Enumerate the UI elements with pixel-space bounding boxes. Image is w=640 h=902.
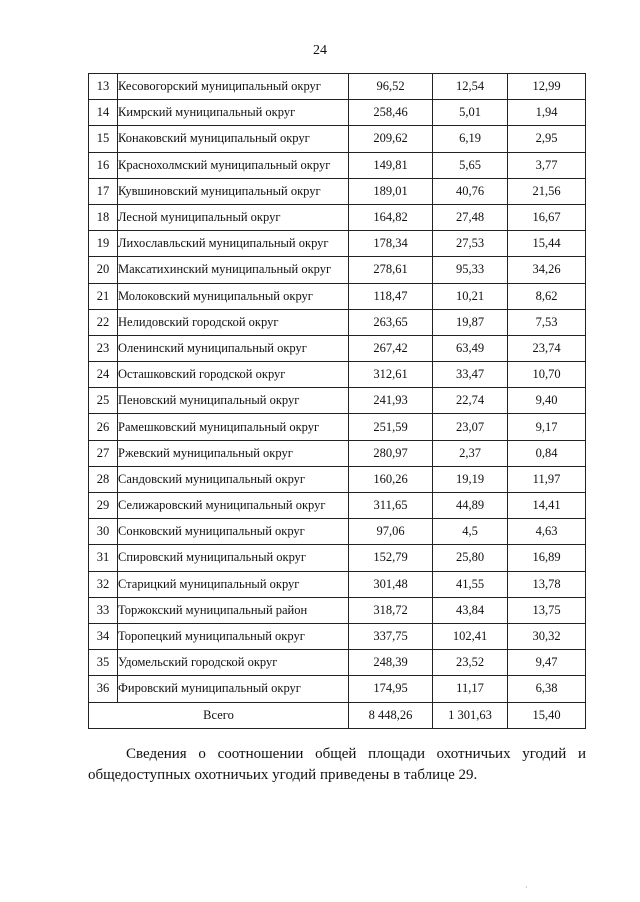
district-name: Максатихинский муниципальный округ (118, 257, 349, 283)
share-value: 21,56 (508, 178, 586, 204)
row-number: 36 (89, 676, 118, 702)
row-number: 27 (89, 440, 118, 466)
share-value: 15,44 (508, 231, 586, 257)
table-row (89, 650, 586, 676)
district-name: Молоковский муниципальный округ (118, 283, 349, 309)
district-name: Лихославльский муниципальный округ (118, 231, 349, 257)
share-value: 8,62 (508, 283, 586, 309)
hunting-grounds-table (88, 73, 586, 729)
district-name: Торопецкий муниципальный округ (118, 623, 349, 649)
row-number: 15 (89, 126, 118, 152)
table-row (89, 283, 586, 309)
total-area-value: 97,06 (349, 519, 433, 545)
public-area-value: 10,21 (433, 283, 508, 309)
total-public-area: 1 301,63 (433, 702, 508, 728)
row-number: 24 (89, 362, 118, 388)
share-value: 12,99 (508, 74, 586, 100)
table-row (89, 231, 586, 257)
district-name: Нелидовский городской округ (118, 309, 349, 335)
total-area-value: 263,65 (349, 309, 433, 335)
public-area-value: 5,65 (433, 152, 508, 178)
row-number: 16 (89, 152, 118, 178)
table-row (89, 204, 586, 230)
public-area-value: 41,55 (433, 571, 508, 597)
table-row (89, 100, 586, 126)
public-area-value: 6,19 (433, 126, 508, 152)
share-value: 16,89 (508, 545, 586, 571)
district-name: Кимрский муниципальный округ (118, 100, 349, 126)
district-name: Осташковский городской округ (118, 362, 349, 388)
table-row (89, 466, 586, 492)
table-row (89, 493, 586, 519)
row-number: 31 (89, 545, 118, 571)
public-area-value: 4,5 (433, 519, 508, 545)
total-area-value: 96,52 (349, 74, 433, 100)
row-number: 35 (89, 650, 118, 676)
table-row (89, 152, 586, 178)
district-name: Лесной муниципальный округ (118, 204, 349, 230)
table-row (89, 126, 586, 152)
table-row (89, 335, 586, 361)
row-number: 25 (89, 388, 118, 414)
share-value: 30,32 (508, 623, 586, 649)
footer-paragraph-text: Сведения о соотношении общей площади охотничьих угодий и общедоступных охотничьих угодий приведены в таблице 29. (88, 746, 586, 783)
public-area-value: 102,41 (433, 623, 508, 649)
footer-paragraph (88, 744, 586, 786)
share-value: 13,78 (508, 571, 586, 597)
total-row (89, 702, 586, 728)
public-area-value: 27,48 (433, 204, 508, 230)
share-value: 10,70 (508, 362, 586, 388)
public-area-value: 12,54 (433, 74, 508, 100)
table-row (89, 519, 586, 545)
share-value: 3,77 (508, 152, 586, 178)
share-value: 13,75 (508, 597, 586, 623)
row-number: 17 (89, 178, 118, 204)
public-area-value: 33,47 (433, 362, 508, 388)
district-name: Конаковский муниципальный округ (118, 126, 349, 152)
row-number: 18 (89, 204, 118, 230)
share-value: 9,40 (508, 388, 586, 414)
share-value: 23,74 (508, 335, 586, 361)
district-name: Краснохолмский муниципальный округ (118, 152, 349, 178)
public-area-value: 11,17 (433, 676, 508, 702)
total-area-value: 251,59 (349, 414, 433, 440)
table-row (89, 597, 586, 623)
public-area-value: 23,52 (433, 650, 508, 676)
share-value: 14,41 (508, 493, 586, 519)
total-area-value: 278,61 (349, 257, 433, 283)
share-value: 11,97 (508, 466, 586, 492)
total-area-value: 178,34 (349, 231, 433, 257)
public-area-value: 95,33 (433, 257, 508, 283)
row-number: 21 (89, 283, 118, 309)
table-row (89, 388, 586, 414)
table-row (89, 440, 586, 466)
table-row (89, 257, 586, 283)
row-number: 19 (89, 231, 118, 257)
total-area-value: 337,75 (349, 623, 433, 649)
total-area-value: 267,42 (349, 335, 433, 361)
total-area-value: 160,26 (349, 466, 433, 492)
row-number: 26 (89, 414, 118, 440)
row-number: 33 (89, 597, 118, 623)
district-name: Фировский муниципальный округ (118, 676, 349, 702)
row-number: 32 (89, 571, 118, 597)
total-area: 8 448,26 (349, 702, 433, 728)
total-area-value: 149,81 (349, 152, 433, 178)
public-area-value: 22,74 (433, 388, 508, 414)
total-area-value: 311,65 (349, 493, 433, 519)
total-area-value: 164,82 (349, 204, 433, 230)
total-area-value: 118,47 (349, 283, 433, 309)
share-value: 34,26 (508, 257, 586, 283)
row-number: 14 (89, 100, 118, 126)
table-row (89, 623, 586, 649)
public-area-value: 23,07 (433, 414, 508, 440)
table-row (89, 362, 586, 388)
table-row (89, 676, 586, 702)
total-area-value: 189,01 (349, 178, 433, 204)
total-area-value: 280,97 (349, 440, 433, 466)
public-area-value: 25,80 (433, 545, 508, 571)
table-row (89, 309, 586, 335)
district-name: Селижаровский муниципальный округ (118, 493, 349, 519)
district-name: Кувшиновский муниципальный округ (118, 178, 349, 204)
total-area-value: 258,46 (349, 100, 433, 126)
page-number: 24 (313, 43, 327, 58)
row-number: 28 (89, 466, 118, 492)
share-value: 0,84 (508, 440, 586, 466)
district-name: Оленинский муниципальный округ (118, 335, 349, 361)
public-area-value: 27,53 (433, 231, 508, 257)
district-name: Удомельский городской округ (118, 650, 349, 676)
public-area-value: 43,84 (433, 597, 508, 623)
share-value: 2,95 (508, 126, 586, 152)
public-area-value: 19,19 (433, 466, 508, 492)
share-value: 9,17 (508, 414, 586, 440)
public-area-value: 40,76 (433, 178, 508, 204)
district-name: Сонковский муниципальный округ (118, 519, 349, 545)
total-label: Всего (89, 702, 349, 728)
share-value: 7,53 (508, 309, 586, 335)
district-name: Ржевский муниципальный округ (118, 440, 349, 466)
scan-mark: · (525, 883, 528, 892)
share-value: 1,94 (508, 100, 586, 126)
total-area-value: 152,79 (349, 545, 433, 571)
public-area-value: 44,89 (433, 493, 508, 519)
row-number: 29 (89, 493, 118, 519)
public-area-value: 5,01 (433, 100, 508, 126)
table-row (89, 74, 586, 100)
total-area-value: 174,95 (349, 676, 433, 702)
share-value: 9,47 (508, 650, 586, 676)
total-area-value: 301,48 (349, 571, 433, 597)
row-number: 22 (89, 309, 118, 335)
public-area-value: 63,49 (433, 335, 508, 361)
total-area-value: 318,72 (349, 597, 433, 623)
table-row (89, 545, 586, 571)
public-area-value: 19,87 (433, 309, 508, 335)
district-name: Рамешковский муниципальный округ (118, 414, 349, 440)
total-area-value: 241,93 (349, 388, 433, 414)
district-name: Сандовский муниципальный округ (118, 466, 349, 492)
table-row (89, 178, 586, 204)
public-area-value: 2,37 (433, 440, 508, 466)
row-number: 13 (89, 74, 118, 100)
total-area-value: 209,62 (349, 126, 433, 152)
share-value: 16,67 (508, 204, 586, 230)
district-name: Торжокский муниципальный район (118, 597, 349, 623)
row-number: 34 (89, 623, 118, 649)
table-row (89, 414, 586, 440)
district-name: Старицкий муниципальный округ (118, 571, 349, 597)
total-area-value: 312,61 (349, 362, 433, 388)
total-share: 15,40 (508, 702, 586, 728)
share-value: 4,63 (508, 519, 586, 545)
row-number: 30 (89, 519, 118, 545)
row-number: 23 (89, 335, 118, 361)
table-row (89, 571, 586, 597)
table-body (89, 74, 586, 703)
row-number: 20 (89, 257, 118, 283)
district-name: Кесовогорский муниципальный округ (118, 74, 349, 100)
share-value: 6,38 (508, 676, 586, 702)
district-name: Спировский муниципальный округ (118, 545, 349, 571)
district-name: Пеновский муниципальный округ (118, 388, 349, 414)
total-area-value: 248,39 (349, 650, 433, 676)
